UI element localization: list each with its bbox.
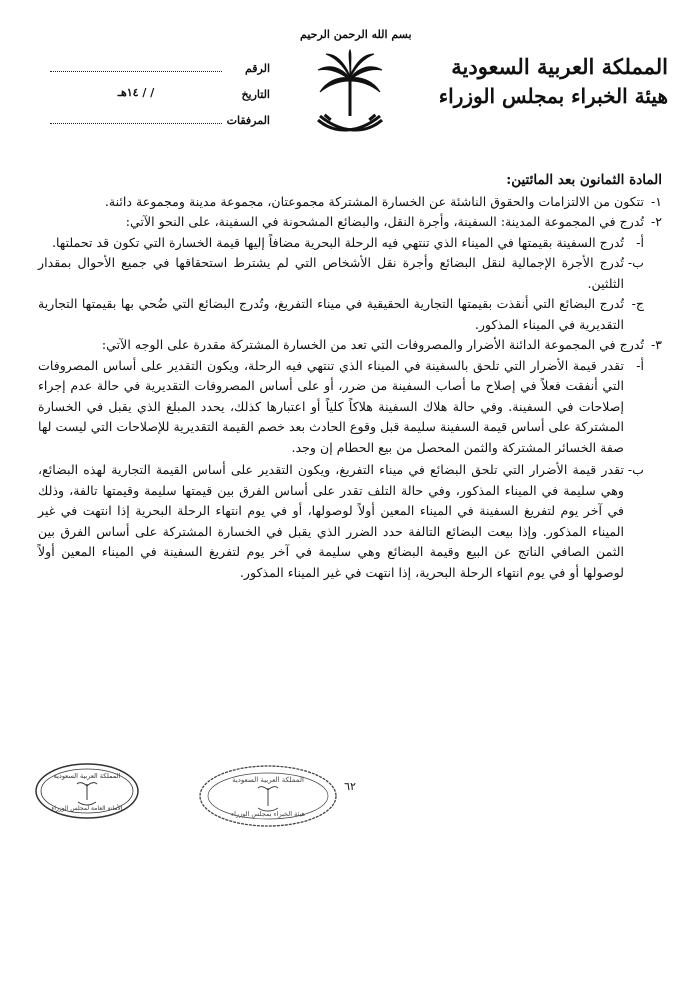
stamp-right-top-text: المملكة العربية السعودية bbox=[232, 776, 304, 784]
clause-3-b bbox=[38, 460, 662, 583]
ref-label: الرقم bbox=[244, 62, 270, 75]
clause-letter: ب- bbox=[627, 462, 644, 477]
clause-3-a bbox=[38, 356, 662, 459]
clause-2 bbox=[38, 212, 662, 233]
article-body bbox=[38, 170, 662, 583]
clause-text: تقدر قيمة الأضرار التي تلحق البضائع في ميناء التفريغ، ويكون التقدير على أساس القيمة التجارية لهذه البضائع، وهي سليمة في الميناء المذكور، وفي حالة التلف تقدر على أساس الفرق بين قيمتها سليمة وقيمتها تالفة، وذلك في آخر يوم لتفريغ السفينة في الميناء المعين أولاً لوصولها، أو في يوم انتهاء الرحلة البحرية إذا انتهت في غير الميناء المذكور. وإذا بيعت البضائع التالفة حدد الضرر الذي يقبل في الخسارة المشتركة على أساس الفرق بين الثمن الصافي الناتج عن البيع وقيمة البضائع وهي سليمة في آخر يوم لتفريغ السفينة في الميناء المعين أولاً لوصولها أو في يوم انتهاء الرحلة البحرية، إذا انتهت في غير الميناء المذكور. bbox=[38, 462, 624, 580]
basmala: بسم الله الرحمن الرحيم bbox=[300, 28, 412, 41]
clause-text: تقدر قيمة الأضرار التي تلحق بالسفينة في الميناء الذي تنتهي فيه الرحلة، ويكون التقدير على أساس المصروفات التي أنفقت فعلاً في إصلاح ما أصاب السفينة من ضرر، أو على أساس المصروفات التقديرية في حالة عدم إجراء إصلاحات في السفينة. وفي حالة هلاك السفينة هلاكاً كلياً أو اعتبارها كذلك، يحدد المبلغ الذي يقبل في الخسارة المشتركة على أساس قيمة السفينة سليمة قبل وقوع الحادث بعد خصم القيمة التقديرية للإصلاحات التي ليست لها صفة الخسائر المشتركة والثمن المحصل من بيع الحطام إن وجد. bbox=[38, 357, 624, 455]
date-row bbox=[50, 88, 270, 114]
clause-2-a bbox=[38, 233, 662, 254]
clause-number: ٣- bbox=[650, 337, 662, 352]
clause-text: تُدرج في المجموعة الدائنة الأضرار والمصروفات التي تعد من الخسارة المشتركة مقدرة على الوجه الآتي: bbox=[101, 337, 644, 352]
clause-letter: ج- bbox=[631, 296, 644, 311]
palm-swords-emblem-icon bbox=[310, 48, 390, 148]
attachments-label: المرفقات bbox=[226, 114, 270, 127]
article-title: المادة الثمانون بعد المائتين: bbox=[506, 172, 662, 188]
experts-commission-stamp-icon bbox=[198, 764, 338, 828]
clause-text: تتكون من الالتزامات والحقوق الناشئة عن الخسارة المشتركة مجموعتان، مجموعة مدينة ومجموعة دائنة. bbox=[104, 193, 644, 209]
attachments-row bbox=[50, 114, 270, 140]
clause-3 bbox=[38, 335, 662, 356]
page-number: ٦٢ bbox=[344, 780, 356, 793]
clause-1 bbox=[38, 192, 662, 213]
clause-text: تُدرج البضائع التي أنقذت بقيمتها التجارية الحقيقية في ميناء التفريغ، وتُدرج البضائع التي ضُحي بها بقيمتها التجارية التقديرية في الميناء المذكور. bbox=[38, 296, 624, 332]
council-name: هيئة الخبراء بمجلس الوزراء bbox=[438, 84, 668, 108]
clause-number: ١- bbox=[650, 193, 662, 209]
reference-block bbox=[50, 62, 270, 140]
clause-2-b bbox=[38, 253, 662, 294]
clause-text: تُدرج السفينة بقيمتها في الميناء الذي تنتهي فيه الرحلة البحرية مضافاً إليها قيمة الخسارة التي تكون قد تحملتها. bbox=[51, 234, 624, 250]
stamp-right-bottom-text: هيئة الخبراء بمجلس الوزراء bbox=[231, 810, 305, 818]
date-label: التاريخ bbox=[241, 88, 270, 101]
stamp-left-bottom-text: الأمانة العامة لمجلس الوزراء bbox=[51, 805, 123, 812]
stamp-left-top-text: المملكة العربية السعودية bbox=[53, 772, 121, 780]
clause-number: ٢- bbox=[650, 214, 662, 229]
secretariat-stamp-icon bbox=[34, 762, 140, 820]
clause-2-c bbox=[38, 294, 662, 335]
kingdom-name: المملكة العربية السعودية bbox=[451, 54, 668, 79]
ref-row bbox=[50, 62, 270, 88]
clause-text: تُدرج في المجموعة المدينة: السفينة، وأجرة النقل، والبضائع المشحونة في السفينة، على النحو الآتي: bbox=[125, 214, 644, 229]
clause-letter: أ- bbox=[636, 234, 644, 250]
clause-text: تُدرج الأجرة الإجمالية لنقل البضائع وأجرة نقل الأشخاص التي لم يشترط استحقاقها في جميع الأحوال بمقدار الثلثين. bbox=[38, 255, 624, 291]
clause-letter: أ- bbox=[636, 357, 644, 373]
clause-letter: ب- bbox=[627, 255, 644, 270]
ref-line bbox=[50, 71, 222, 72]
attachments-line bbox=[50, 123, 222, 124]
date-value: / / ١٤هـ bbox=[50, 86, 222, 99]
